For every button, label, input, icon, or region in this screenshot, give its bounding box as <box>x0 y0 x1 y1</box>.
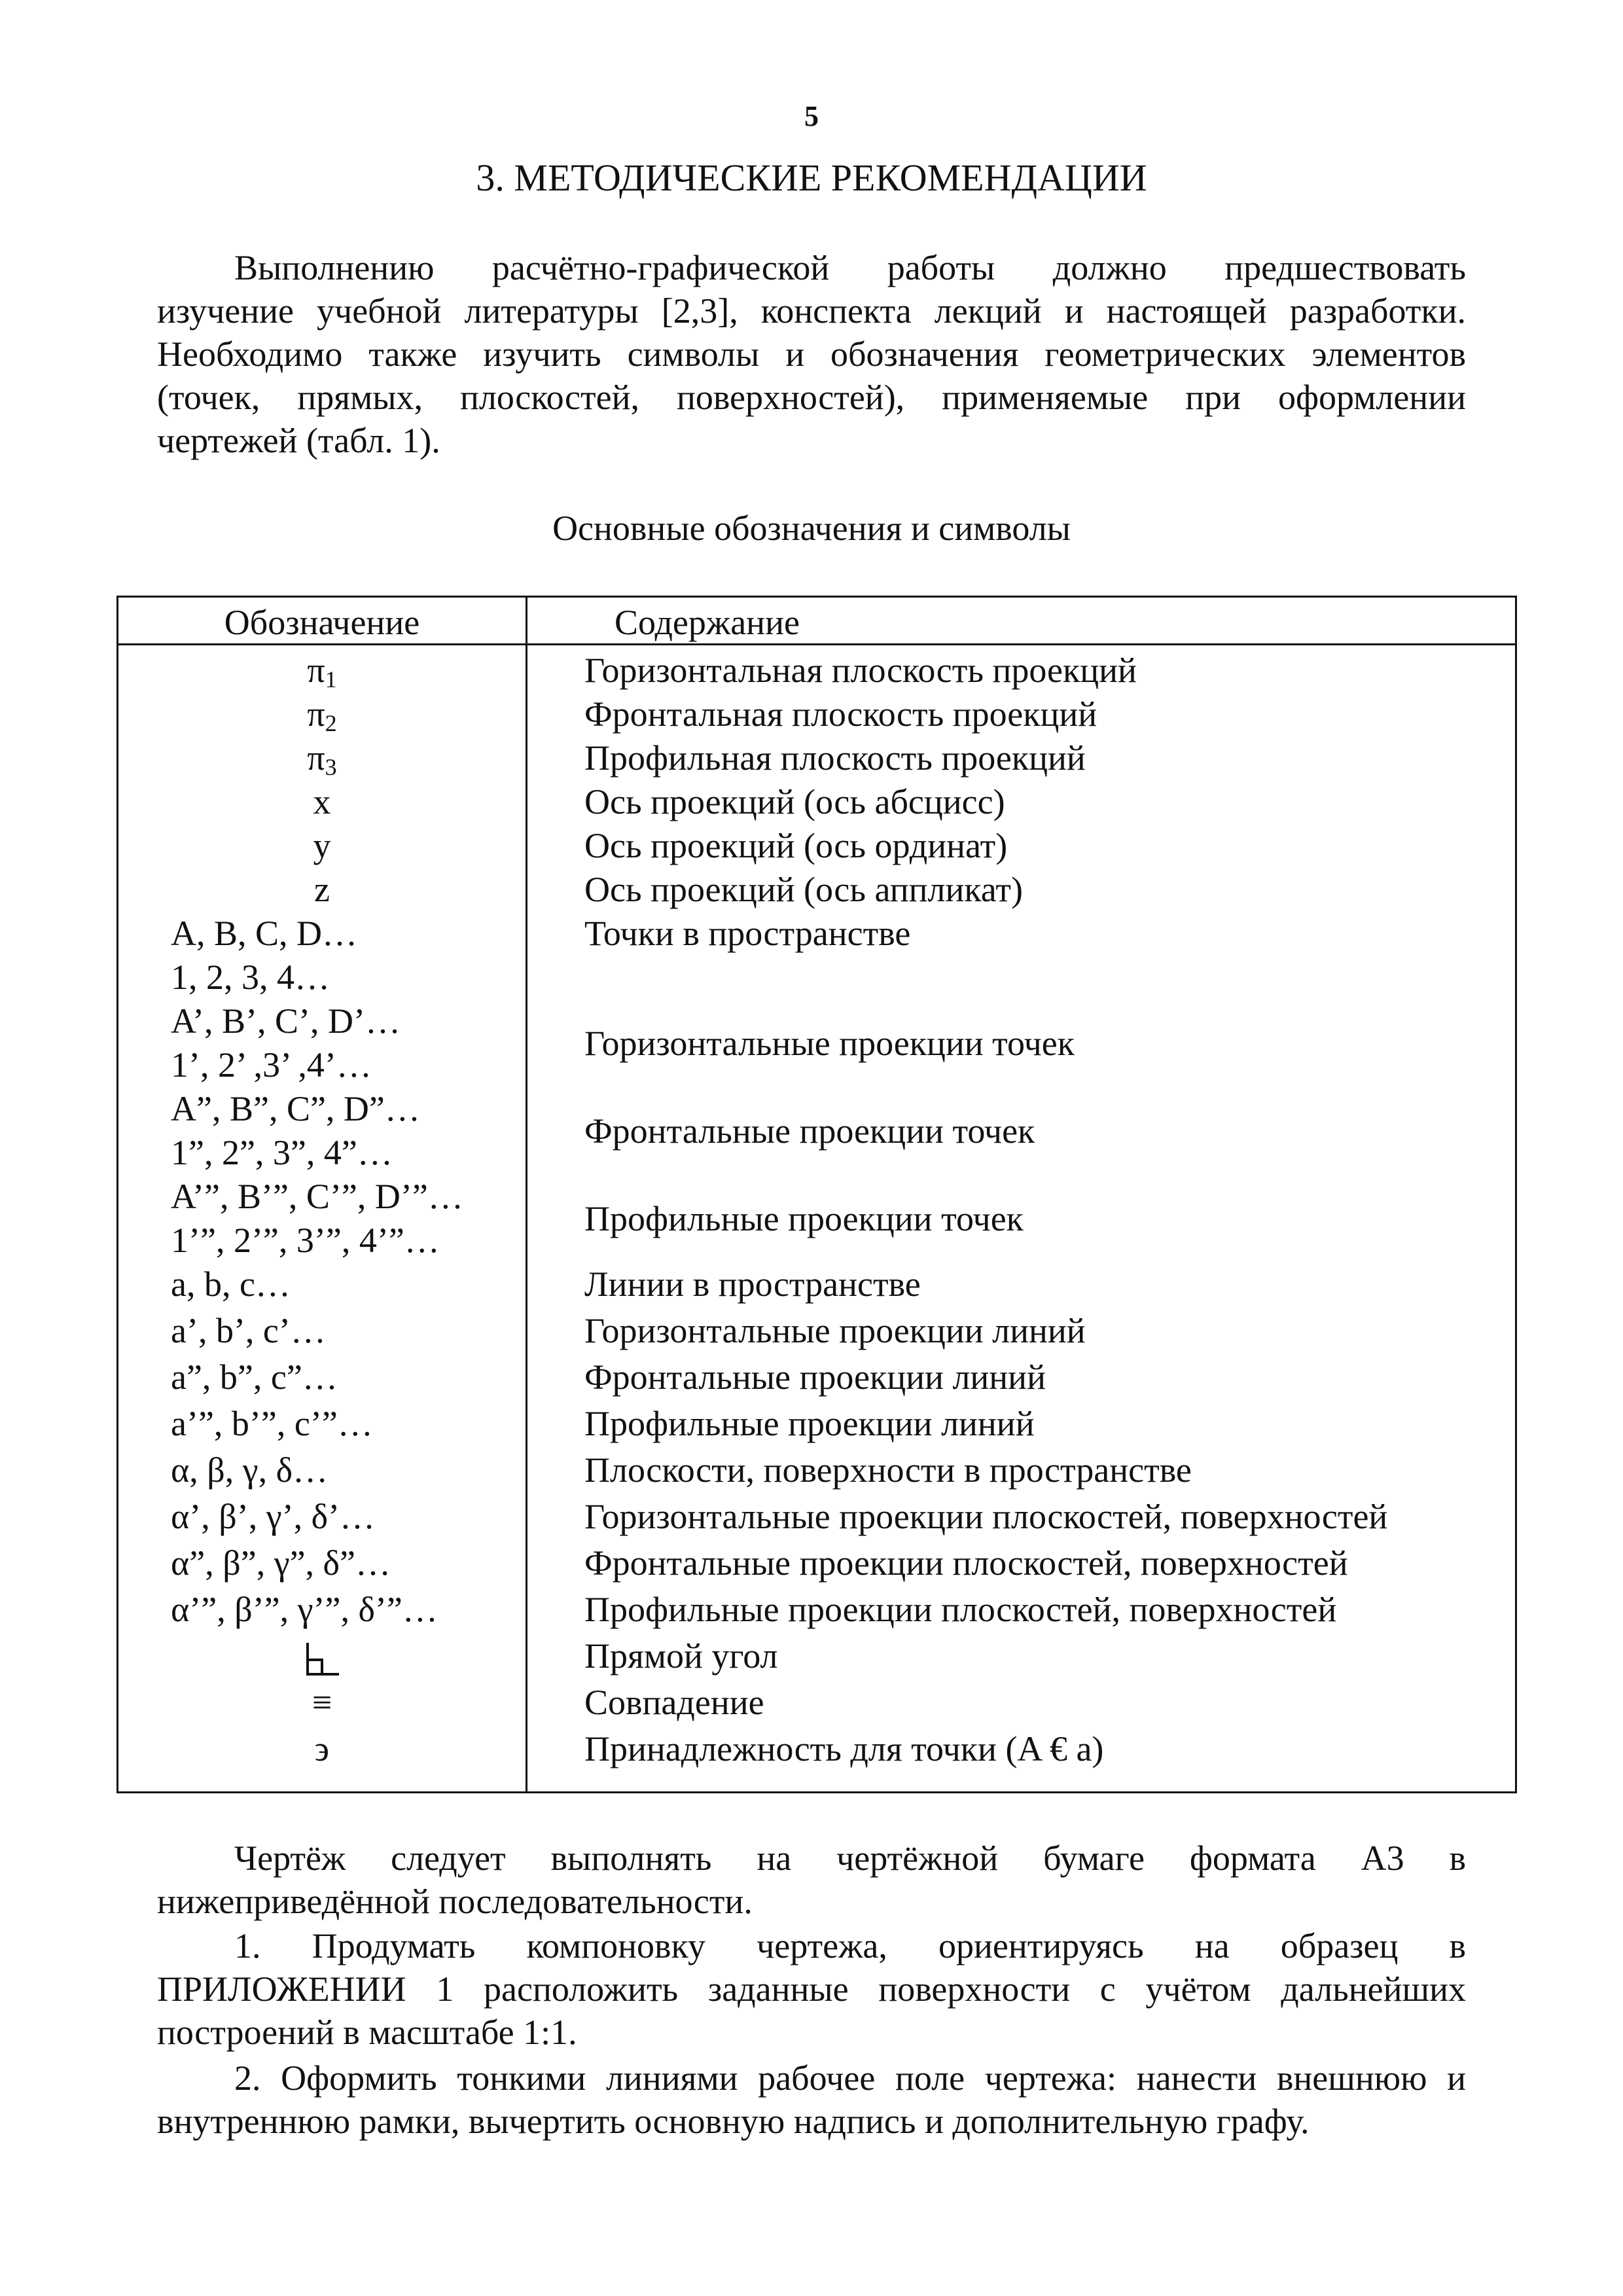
step-2-line: внутреннюю рамки, вычертить основную надпись и дополнительную графу. <box>157 2102 1310 2141</box>
column-divider <box>526 598 527 1791</box>
desc-pi1: Горизонтальная плоскость проекций <box>584 651 1137 690</box>
desc-belongs: Принадлежность для точки (A € a) <box>584 1729 1104 1768</box>
format-line: Чертёж следует выполнять на чертёжной бумаге формата А3 в <box>234 1839 1466 1878</box>
step-1-line: построений в масштабе 1:1. <box>157 2013 577 2052</box>
intro-paragraph <box>157 246 1466 462</box>
desc-y: Ось проекций (ось ординат) <box>584 826 1008 865</box>
desc-points-p: Профильные проекции точек <box>584 1199 1024 1238</box>
desc-planes-h: Горизонтальные проекции плоскостей, поверхностей <box>584 1497 1388 1536</box>
header-divider <box>118 643 1515 645</box>
desc-lines: Линии в пространстве <box>584 1265 921 1304</box>
desc-planes-p: Профильные проекции плоскостей, поверхностей <box>584 1590 1337 1629</box>
table-caption: Основные обозначения и символы <box>552 509 1071 548</box>
symbol-z: z <box>314 870 330 909</box>
symbol-lines: a, b, c… <box>171 1265 291 1304</box>
symbol-pi1: $\pi_1$ <box>307 651 337 692</box>
step-2-paragraph <box>157 2056 1466 2143</box>
format-line: нижеприведённой последовательности. <box>157 1882 753 1921</box>
desc-planes-f: Фронтальные проекции плоскостей, поверхностей <box>584 1543 1348 1583</box>
symbol-pi2: $\pi_2$ <box>307 694 337 736</box>
intro-line: Выполнению расчётно-графической работы должно предшествовать <box>234 248 1466 287</box>
desc-lines-h: Горизонтальные проекции линий <box>584 1311 1086 1350</box>
symbol-x: x <box>313 782 331 821</box>
symbol-lines-f: a”, b”, c”… <box>171 1357 338 1397</box>
page-number: 5 <box>804 100 819 132</box>
desc-lines-p: Профильные проекции линий <box>584 1404 1035 1443</box>
symbol-points: A, B, C, D… <box>171 914 358 953</box>
intro-line: (точек, прямых, плоскостей, поверхностей), применяемые при оформлении <box>157 378 1466 417</box>
symbol-points-p: A’”, B’”, C’”, D’”… <box>171 1177 463 1216</box>
desc-pi3: Профильная плоскость проекций <box>584 738 1086 778</box>
desc-points-f: Фронтальные проекции точек <box>584 1111 1035 1151</box>
symbol-y: y <box>313 826 331 865</box>
symbol-coincidence: ≡ <box>312 1683 332 1722</box>
symbol-numbers-h: 1’, 2’ ,3’ ,4’… <box>171 1045 372 1085</box>
symbol-pi3: $\pi_3$ <box>307 738 337 780</box>
step-2-line: 2. Оформить тонкими линиями рабочее поле чертежа: нанести внешнюю и <box>234 2058 1466 2098</box>
symbol-planes-p: α’”, β’”, γ’”, δ’”… <box>171 1590 438 1629</box>
symbol-belongs: ϶ <box>315 1729 329 1768</box>
desc-right-angle: Прямой угол <box>584 1636 778 1676</box>
section-title: 3. МЕТОДИЧЕСКИЕ РЕКОМЕНДАЦИИ <box>476 156 1147 199</box>
format-paragraph <box>157 1837 1466 1923</box>
step-1-line: ПРИЛОЖЕНИИ 1 расположить заданные поверхности с учётом дальнейших <box>157 1969 1466 2009</box>
symbol-lines-p: a’”, b’”, c’”… <box>171 1404 373 1443</box>
symbol-right-angle <box>118 1634 526 1678</box>
intro-line: чертежей (табл. 1). <box>157 421 440 460</box>
symbol-planes-h: α’, β’, γ’, δ’… <box>171 1497 376 1536</box>
symbol-numbers-p: 1’”, 2’”, 3’”, 4’”… <box>171 1221 440 1260</box>
header-symbol: Обозначение <box>224 603 420 642</box>
symbol-points-h: A’, B’, C’, D’… <box>171 1001 401 1041</box>
intro-line: изучение учебной литературы [2,3], конспекта лекций и настоящей разработки. <box>157 291 1466 331</box>
step-1-paragraph <box>157 1924 1466 2054</box>
desc-coincidence: Совпадение <box>584 1683 764 1722</box>
desc-x: Ось проекций (ось абсцисс) <box>584 782 1005 821</box>
desc-points: Точки в пространстве <box>584 914 911 953</box>
right-angle-icon <box>302 1641 342 1678</box>
header-content: Содержание <box>615 603 800 642</box>
symbol-planes: α, β, γ, δ… <box>171 1450 329 1490</box>
symbol-point-numbers: 1, 2, 3, 4… <box>171 958 330 997</box>
desc-planes: Плоскости, поверхности в пространстве <box>584 1450 1192 1490</box>
desc-lines-f: Фронтальные проекции линий <box>584 1357 1046 1397</box>
intro-line: Необходимо также изучить символы и обозначения геометрических элементов <box>157 334 1466 374</box>
symbol-numbers-f: 1”, 2”, 3”, 4”… <box>171 1133 393 1172</box>
symbols-table <box>116 596 1517 1793</box>
step-1-line: 1. Продумать компоновку чертежа, ориентируясь на образец в <box>234 1926 1466 1965</box>
desc-points-h: Горизонтальные проекции точек <box>584 1024 1075 1063</box>
desc-pi2: Фронтальная плоскость проекций <box>584 694 1097 734</box>
desc-z: Ось проекций (ось аппликат) <box>584 870 1023 909</box>
symbol-planes-f: α”, β”, γ”, δ”… <box>171 1543 391 1583</box>
symbol-points-f: A”, B”, C”, D”… <box>171 1089 420 1128</box>
symbol-lines-h: a’, b’, c’… <box>171 1311 326 1350</box>
